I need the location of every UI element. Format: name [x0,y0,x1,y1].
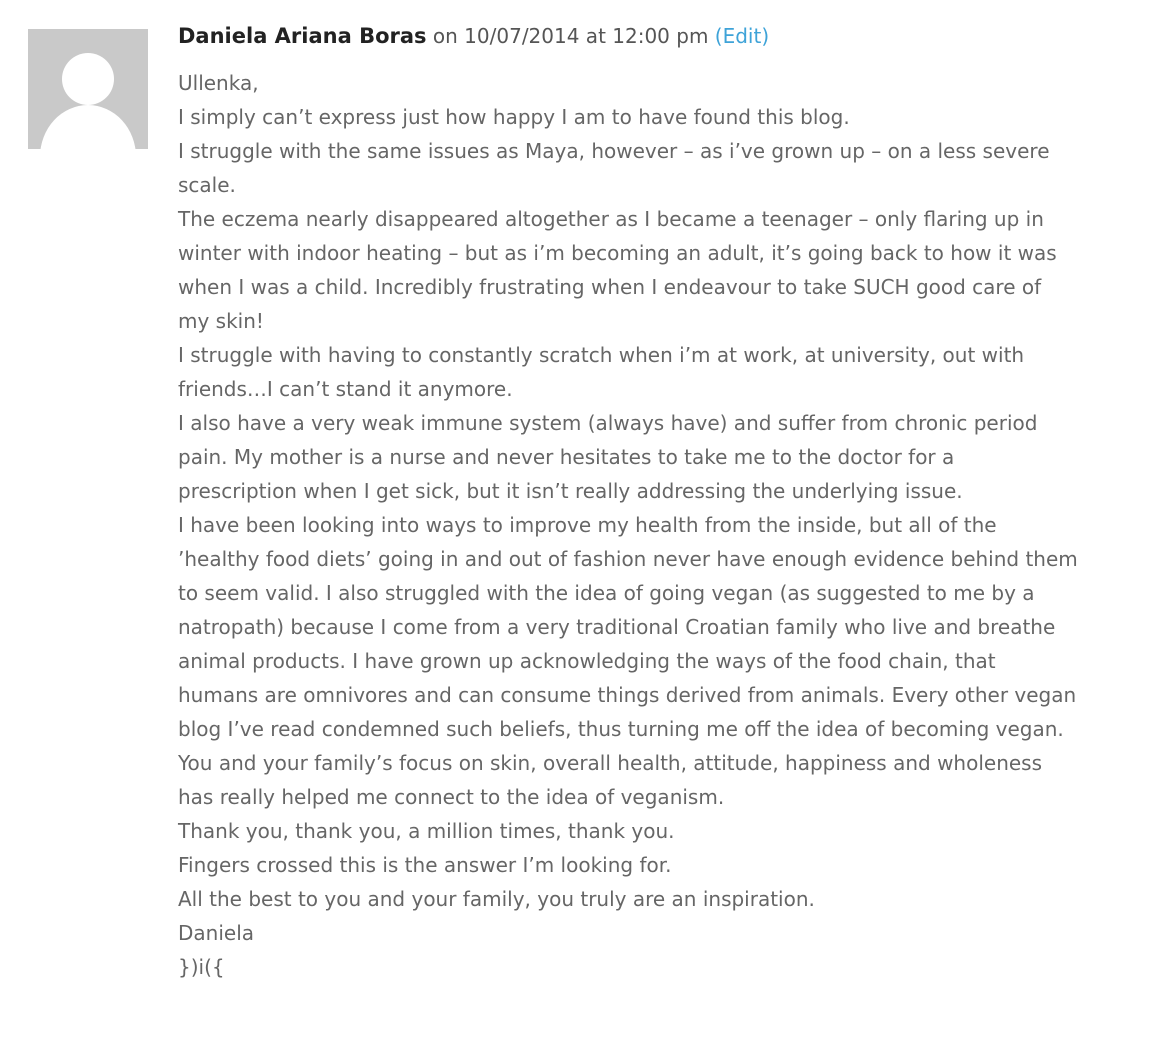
comment-signature: Daniela [178,921,255,945]
edit-link[interactable]: (Edit) [714,24,770,48]
comment-date: on 10/07/2014 at 12:00 pm [432,24,709,48]
comment-paragraph: All the best to you and your family, you truly are an inspiration. [178,887,815,911]
comment-paragraph: Thank you, thank you, a million times, thank you. [178,819,675,843]
comment-text [178,66,1078,984]
comment-paragraph: I also have a very weak immune system (always have) and suffer from chronic period pain. My mother is a nurse and never hesitates to take me to the doctor for a prescription when I get sick, but it isn’t really addressing the underlying issue. [178,411,1038,503]
comment-paragraph: I simply can’t express just how happy I am to have found this blog. [178,105,850,129]
comment-paragraph: I struggle with having to constantly scratch when i’m at work, at university, out with friends…I can’t stand it anymore. [178,343,1025,401]
comment-paragraph: Ullenka, [178,71,259,95]
comment-author: Daniela Ariana Boras [178,24,427,48]
comment-paragraph: Fingers crossed this is the answer I’m looking for. [178,853,672,877]
comment-body [178,20,1078,984]
avatar [28,29,148,149]
comment-paragraph: I struggle with the same issues as Maya, however – as i’ve grown up – on a less severe scale. [178,139,1050,197]
comment-trailing-text: })i({ [178,955,225,979]
comment-paragraph: You and your family’s focus on skin, overall health, attitude, happiness and wholeness has really helped me connect to the idea of veganism. [178,751,1043,809]
default-person-avatar-icon [28,29,148,149]
comment-paragraph: The eczema nearly disappeared altogether as I became a teenager – only flaring up in winter with indoor heating – but as i’m becoming an adult, it’s going back to how it was when I was a child. Incredibly frustrating when I endeavour to take SUCH good care of my skin! [178,207,1057,333]
comment-paragraph: I have been looking into ways to improve my health from the inside, but all of the ’healthy food diets’ going in and out of fashion never have enough evidence behind them to seem valid. I also struggled with the idea of going vegan (as suggested to me by a natropath) because I come from a very traditional Croatian family who live and breathe animal products. I have grown up acknowledging the ways of the food chain, that humans are omnivores and can consume things derived from animals. Every other vegan blog I’ve read condemned such beliefs, thus turning me off the idea of becoming vegan. [178,513,1078,741]
comment-meta [178,20,1078,52]
